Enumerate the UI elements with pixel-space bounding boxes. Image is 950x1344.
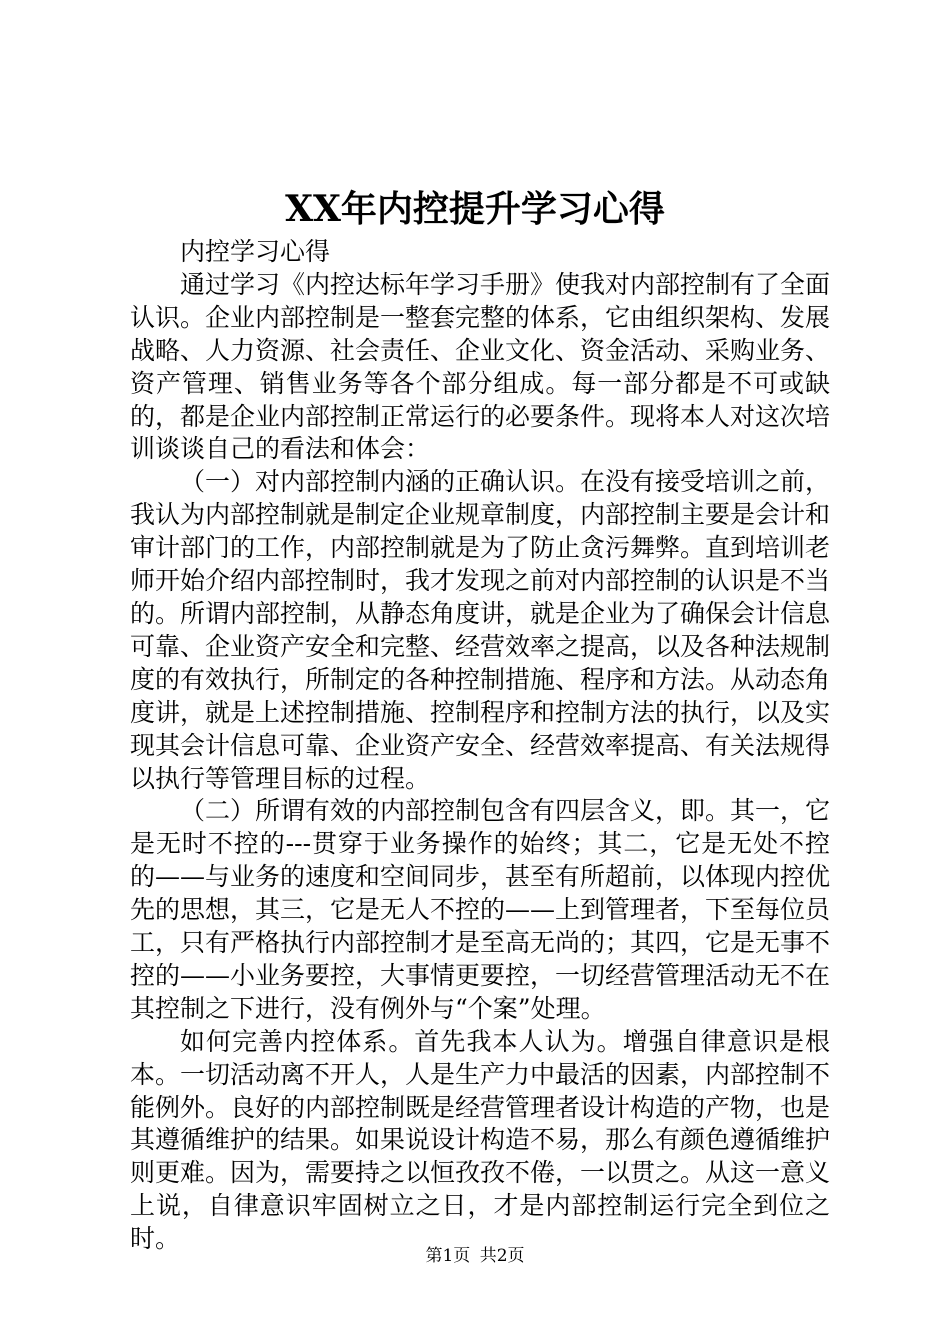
paragraph-section-1: （一）对内部控制内涵的正确认识。在没有接受培训之前，我认为内部控制就是制定企业规章制度，内部控制主要是会计和审计部门的工作，内部控制就是为了防止贪污舞弊。直到培训老师开始介绍内部控制时，我才发现之前对内部控制的认识是不当的。所谓内部控制，从静态角度讲，就是企业为了确保会计信息可靠、企业资产安全和完整、经营效率之提高，以及各种法规制度的有效执行，所制定的各种控制措施、程序和方法。从动态角度讲，就是上述控制措施、控制程序和控制方法的执行，以及实现其会计信息可靠、企业资产安全、经营效率提高、有关法规得以执行等管理目标的过程。 — [130, 467, 831, 793]
paragraph-section-2: （二）所谓有效的内部控制包含有四层含义，即。其一，它是无时不控的---贯穿于业务操作的始终；其二，它是无处不控的——与业务的速度和空间同步，甚至有所超前，以体现内控优先的思想，其三，它是无人不控的——上到管理者，下至每位员工，只有严格执行内部控制才是至高无尚的；其四，它是无事不控的——小业务要控，大事情更要控，一切经营管理活动无不在其控制之下进行，没有例外与“个案”处理。 — [130, 796, 831, 1023]
page-total: 共2页 — [479, 1246, 525, 1266]
page-footer — [0, 1245, 950, 1267]
paragraph-subtitle: 内控学习心得 — [180, 237, 331, 266]
paragraph-section-3: 如何完善内控体系。首先我本人认为。增强自律意识是根本。一切活动离不开人，人是生产力中最活的因素，内部控制不能例外。良好的内部控制既是经营管理者设计构造的产物，也是其遵循维护的结果。如果说设计构造不易，那么有颜色遵循维护则更难。因为，需要持之以恒孜孜不倦，一以贯之。从这一意义上说，自律意识牢固树立之日，才是内部控制运行完全到位之时。 — [130, 1026, 831, 1254]
page-number: 第1页 — [425, 1246, 471, 1266]
paragraph-intro: 通过学习《内控达标年学习手册》使我对内部控制有了全面认识。企业内部控制是一整套完整的体系，它由组织架构、发展战略、人力资源、社会责任、企业文化、资金活动、采购业务、资产管理、销售业务等各个部分组成。每一部分都是不可或缺的，都是企业内部控制正常运行的必要条件。现将本人对这次培训谈谈自己的看法和体会： — [130, 269, 831, 464]
document-title: XX年内控提升学习心得 — [285, 188, 665, 230]
document-body — [130, 236, 830, 1256]
